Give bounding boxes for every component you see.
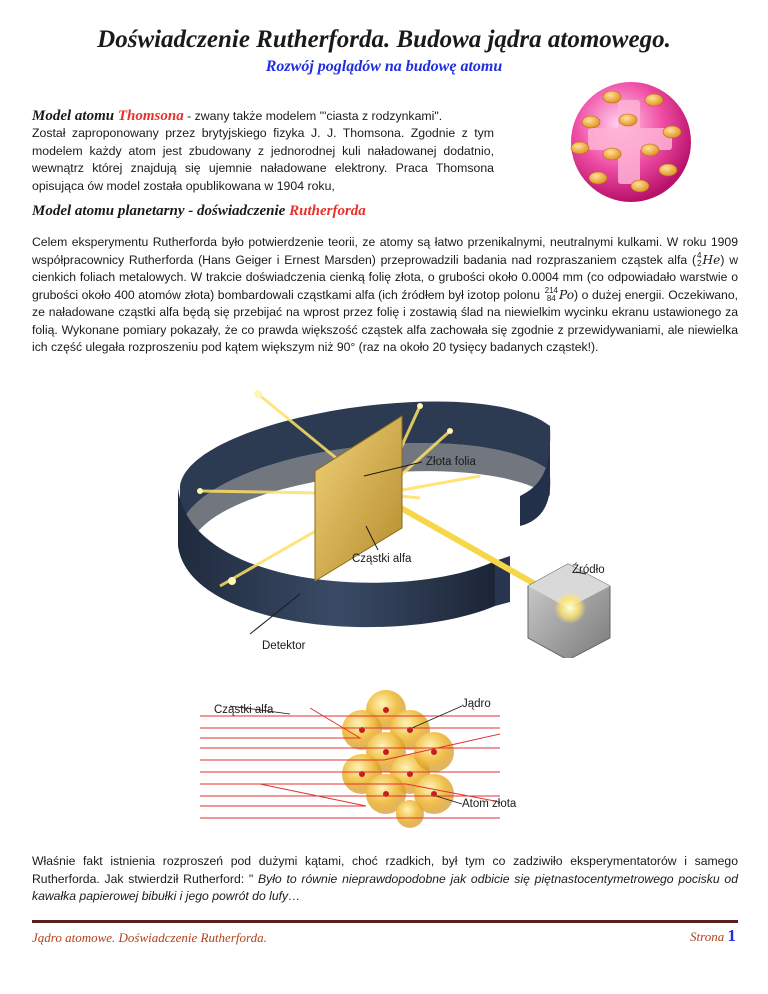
closing-paragraph	[32, 853, 738, 906]
page-title: Doświadczenie Rutherforda. Budowa jądra atomowego.	[97, 26, 671, 53]
rutherford-name: Rutherforda	[289, 203, 366, 219]
page-number: 1	[727, 926, 736, 945]
polonium-mass-number: 214	[544, 286, 558, 296]
footer-page	[690, 926, 736, 946]
thomson-heading	[32, 108, 184, 124]
polonium-symbol: Po	[559, 287, 575, 302]
thomson-text-first: - zwany także modelem "'ciasta z rodzynkami".	[183, 109, 443, 123]
label-alpha-particles: Cząstki alfa	[352, 553, 412, 565]
label-detector: Detektor	[262, 640, 306, 652]
thomson-name: Thomsona	[117, 108, 184, 124]
footer-page-label: Strona	[690, 929, 728, 944]
polonium-isotope-numbers	[545, 287, 558, 303]
footer-rule	[32, 920, 738, 923]
footer-title: Jądro atomowe. Doświadczenie Rutherforda.	[32, 930, 267, 945]
label-source: Źródło	[572, 564, 605, 576]
gold-atoms	[342, 690, 454, 828]
para-part-2: ) przeprowadzili badania nad rozpraszaniem cząstek alfa (	[371, 252, 697, 267]
rutherford-quote: Było to równie nieprawdopodobne jak odbicie się piętnastocentymetrowego pocisku od kawałka papierowej bibułki i jego powrót do lufy…	[32, 871, 738, 903]
rutherford-heading	[32, 203, 366, 220]
label-gold-atom: Atom złota	[462, 798, 517, 810]
scattering-diagram	[200, 676, 500, 828]
para-part-1: Celem eksperymentu Rutherforda było potwierdzenie teorii, ze atomy są łatwo przenikalnymi, neutralnymi kulkami. W roku 1909 współpracownicy Rutherforda (Hans Geiger i Ernest Marsden	[32, 235, 738, 267]
helium-atomic-number: 2	[697, 259, 702, 269]
source-glow	[554, 592, 586, 624]
helium-isotope-numbers	[697, 252, 701, 268]
rutherford-heading-prefix: Model atomu planetarny - doświadczenie	[32, 203, 290, 219]
para-part-4: ) o dużej energii. Oczekiwano, ze naładowane cząstki alfa będą się przebijać na wprost przez folię i zostawią ślad na niewielkim wycinku ekranu ustawionego za folią. Wykonane pomiary pokazały, że co prawda większość cząstek alfa zachowała się zgodnie z przewidywaniami, ale niewielka ich część ulegała rozproszeniu pod kątem większym niż 90° (raz na około 20 tysięcy badanych cząstek!).	[32, 287, 738, 354]
helium-mass-number: 4	[697, 251, 702, 261]
para-part-3: ) w cienkich foliach metalowych. W trakcie doświadczenia cienką folię złota, o grubości około 0.0004 mm (co odpowiadało warstwie o grubości około 400 atomów złota) bombardowali cząstkami alfa (ich źródłem był izotop polonu	[32, 252, 738, 302]
label-alpha-particles-2: Cząstki alfa	[214, 704, 274, 716]
experiment-setup-diagram	[150, 376, 650, 658]
thomson-heading-prefix: Model atomu	[32, 108, 118, 124]
thomson-model-image	[556, 80, 706, 204]
label-nucleus: Jądro	[462, 698, 491, 710]
label-gold-foil: Złota folia	[426, 456, 476, 468]
page-subtitle: Rozwój poglądów na budowę atomu	[265, 58, 503, 75]
thomson-section	[32, 108, 494, 195]
rutherford-paragraph	[32, 234, 738, 357]
thomson-text-rest: Został zaproponowany przez brytyjskiego fizyka J. J. Thomsona. Zgodnie z tym modelem każdy atom jest zbudowany z jednorodnej kuli naładowanej dodatnio, wewnątrz której znajdują się ujemnie naładowane elektrony. Praca Thomsona opisująca ów model została opublikowana w 1904 roku,	[32, 126, 494, 193]
polonium-atomic-number: 84	[546, 294, 556, 304]
helium-symbol: He	[702, 252, 721, 267]
closing-text: Właśnie fakt istnienia rozproszeń pod dużymi kątami, choć rzadkich, był tym co zadziwiło eksperymentatorów i samego Rutherforda. Jak stwierdził Rutherford: "	[32, 854, 738, 886]
